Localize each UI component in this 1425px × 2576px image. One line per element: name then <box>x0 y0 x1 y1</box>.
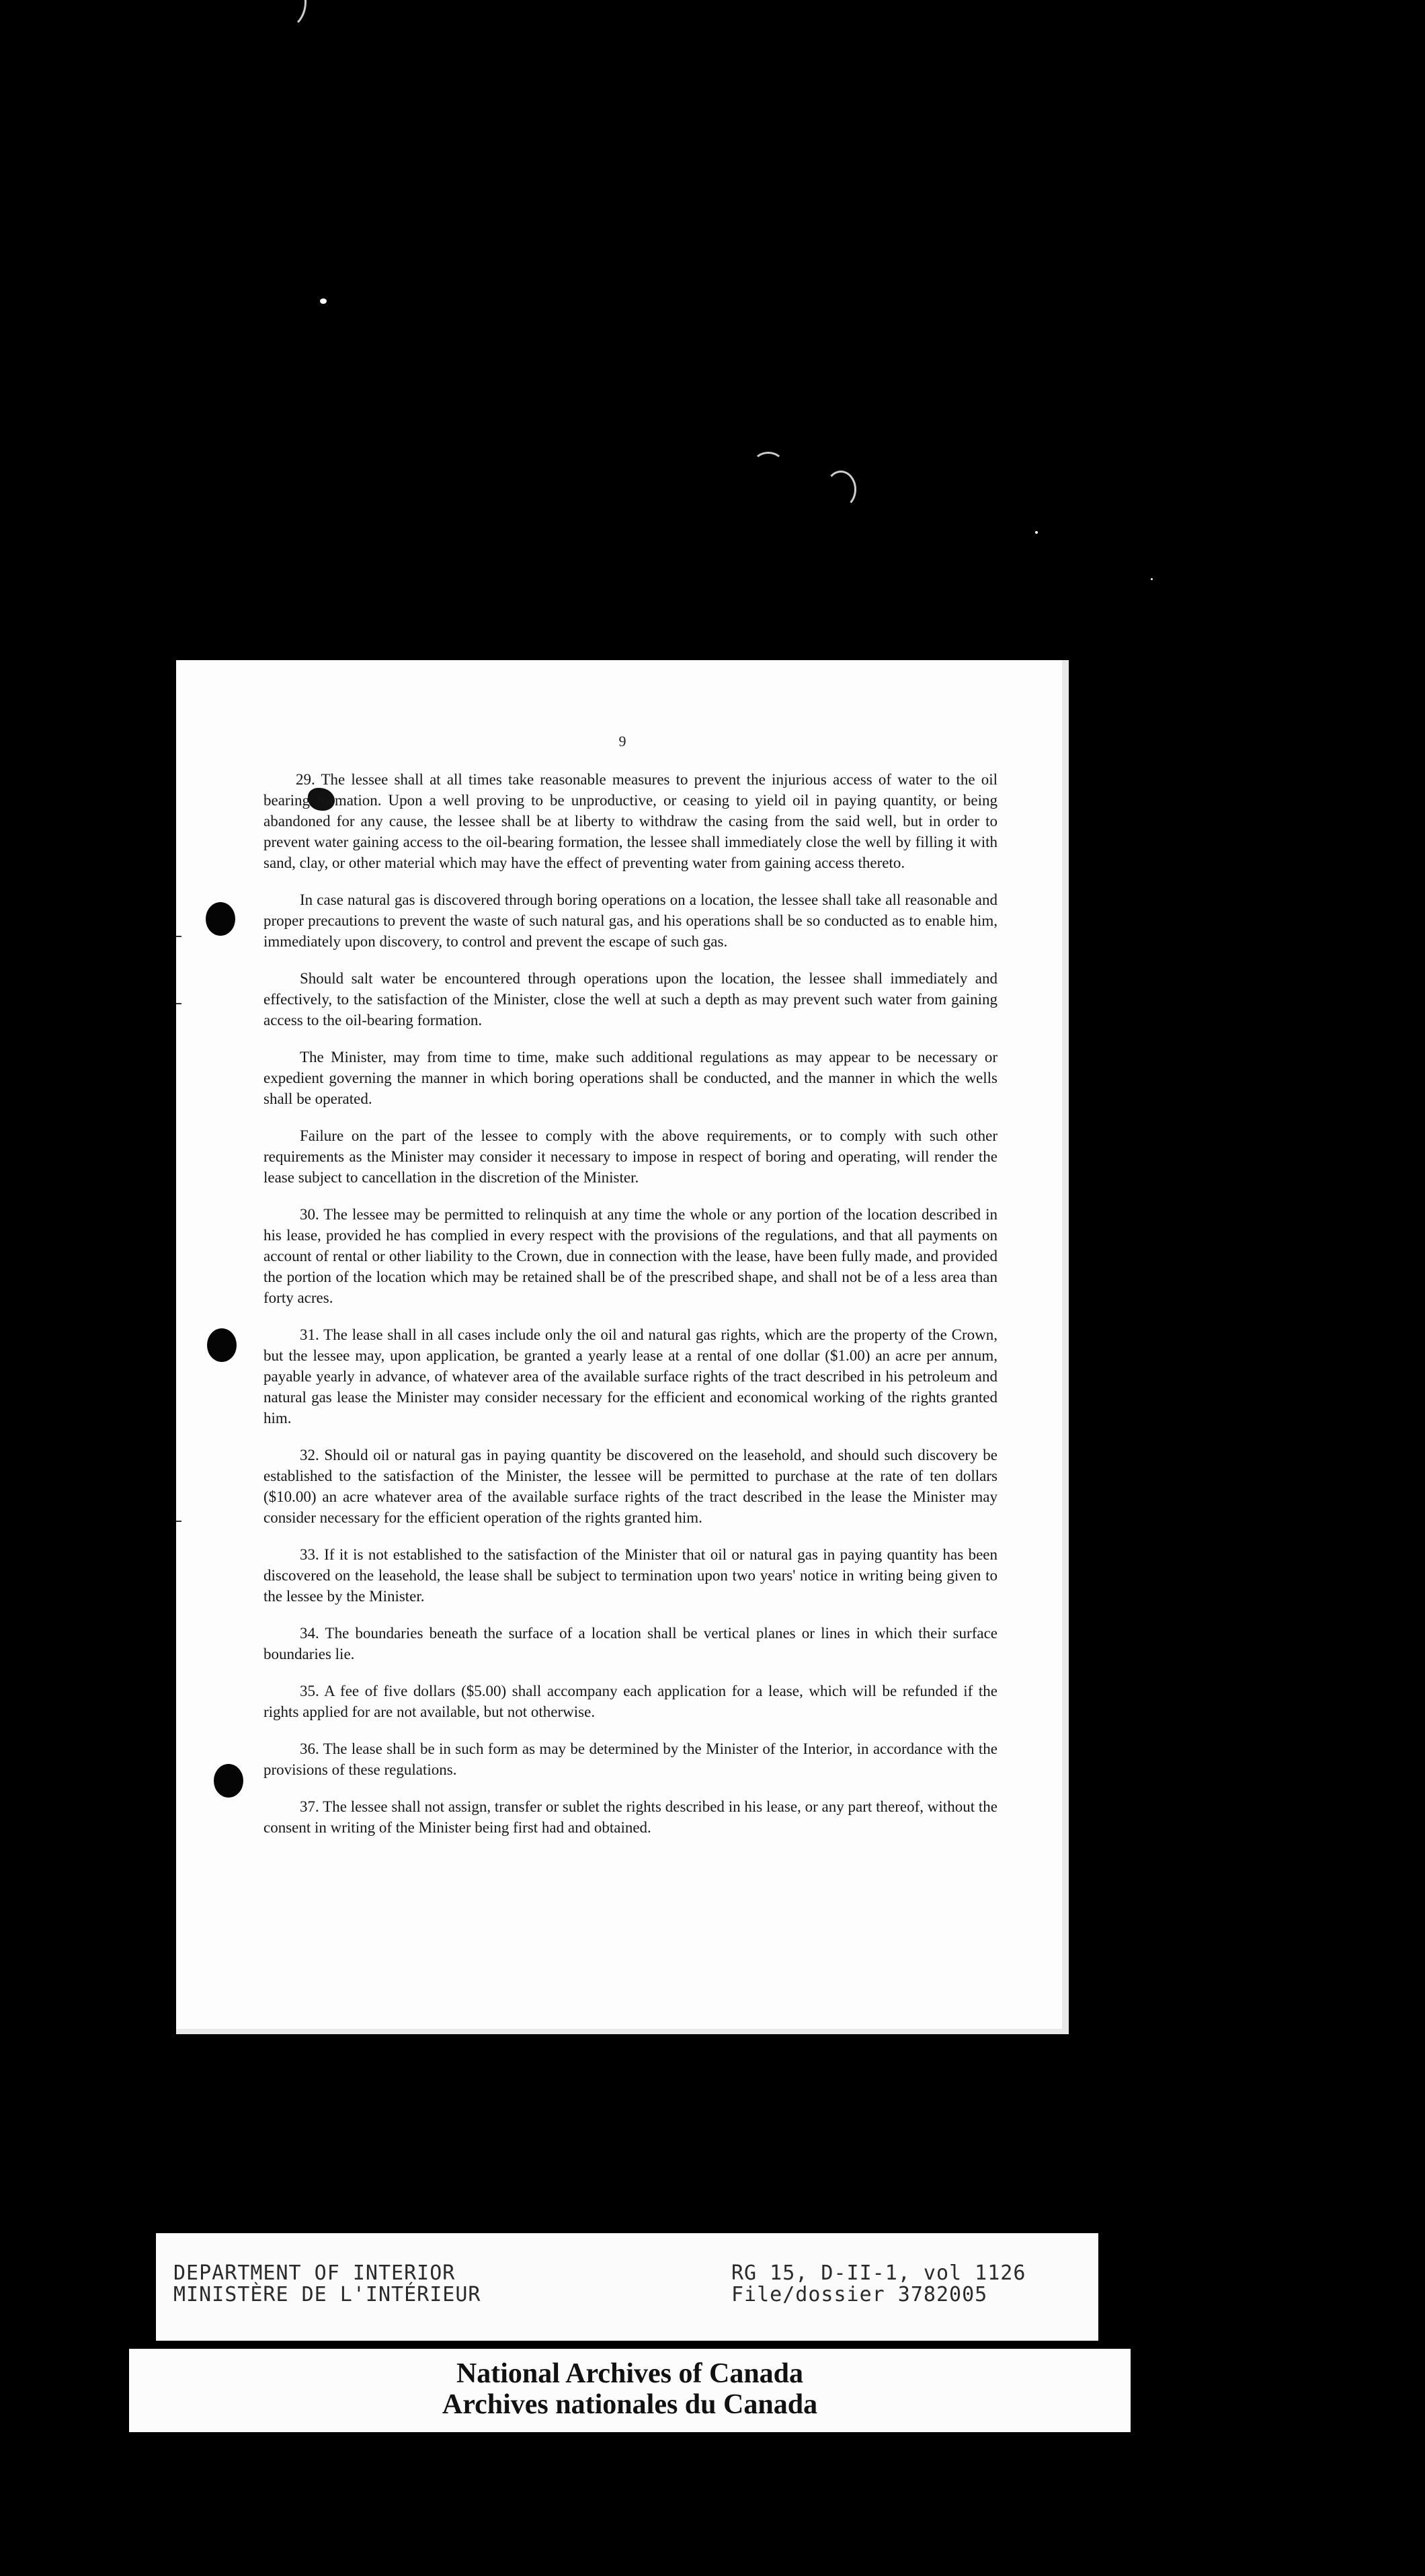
margin-mark <box>176 936 181 937</box>
film-speck <box>1035 531 1038 534</box>
paragraph: 32. Should oil or natural gas in paying quantity be discovered on the leasehold, and should such discovery be established to the satisfaction of the Minister, the lessee will be permitted to purchase at the rate of ten dollars ($10.00) an acre whatever area of the available surface rights of the tract described in the lease the Minister may consider necessary for the efficient operation of the rights granted him. <box>263 1447 998 1526</box>
paragraph: 35. A fee of five dollars ($5.00) shall accompany each application for a lease, which will be refunded if the rights applied for are not available, but not otherwise. <box>263 1683 998 1720</box>
punch-hole <box>214 1764 243 1798</box>
reference-label <box>731 2263 1026 2306</box>
margin-mark <box>176 1003 181 1004</box>
film-scratch-mid <box>825 471 856 508</box>
page-edge-right <box>1062 660 1069 2034</box>
paragraph: 29. The lessee shall at all times take reasonable measures to prevent the injurious access of water to the oil bearing formation. Upon a well proving to be unproductive, or ceasing to yield oil in paying quantity, or being abandoned for any cause, the lessee shall be at liberty to withdraw the casing from the said well, but in order to prevent water gaining access to the oil-bearing formation, the lessee shall immediately close the well by filling it with sand, clay, or other material which may have the effect of preventing water from gaining access thereto. <box>263 771 998 871</box>
paragraph: 30. The lessee may be permitted to relinquish at any time the whole or any portion of the location described in his lease, provided he has complied in every respect with the provisions of the regulations, and that all payments on account of rental or other liability to the Crown, due in connection with the lease, have been fully made, and provided the portion of the location which may be retained shall be of the prescribed shape, and shall not be of a less area than forty acres. <box>263 1206 998 1306</box>
archives-name-fr: Archives nationales du Canada <box>442 2389 818 2420</box>
paragraph: The Minister, may from time to time, make such additional regulations as may appear to be necessary or expedient governing the manner in which boring operations shall be conducted, and the manner in which the wells shall be operated. <box>263 1049 998 1107</box>
film-scratch-mid <box>753 452 784 476</box>
department-fr: MINISTÈRE DE L'INTÉRIEUR <box>173 2283 481 2306</box>
archives-name-en: National Archives of Canada <box>456 2358 804 2389</box>
paragraph: Failure on the part of the lessee to comply with the above requirements, or to comply with such other requirements as the Minister may consider it necessary to impose in respect of boring and operating, will render the lease subject to cancellation in the discretion of the Minister. <box>263 1127 998 1186</box>
paragraph: In case natural gas is discovered through boring operations on a location, the lessee shall take all reasonable and proper precautions to prevent the waste of such natural gas, and his operations shall be so conducted as to enable him, immediately upon discovery, to control and prevent the escape of such gas. <box>263 891 998 950</box>
paragraph: 36. The lease shall be in such form as may be determined by the Minister of the Interior, in accordance with the provisions of these regulations. <box>263 1740 998 1778</box>
department-en: DEPARTMENT OF INTERIOR <box>173 2261 456 2285</box>
film-speck <box>320 298 327 304</box>
punch-hole <box>206 902 235 936</box>
page-number: 9 <box>618 733 626 750</box>
department-label <box>173 2263 481 2306</box>
record-group: RG 15, D-II-1, vol 1126 <box>731 2261 1026 2285</box>
paragraph: 37. The lessee shall not assign, transfer or sublet the rights described in his lease, or any part thereof, without the consent in writing of the Minister being first had and obtained. <box>263 1798 998 1836</box>
film-scratch-top <box>255 0 307 31</box>
punch-hole <box>207 1328 237 1362</box>
document-page <box>176 660 1069 2034</box>
regulation-text <box>263 769 998 1854</box>
film-speck <box>1151 578 1153 580</box>
file-number: File/dossier 3782005 <box>731 2283 988 2306</box>
margin-mark <box>176 1521 181 1522</box>
paragraph: 31. The lease shall in all cases include only the oil and natural gas rights, which are the property of the Crown, but the lessee may, upon application, be granted a yearly lease at a rental of one dollar ($1.00) an acre per annum, payable yearly in advance, of whatever area of the available surface rights of the tract described in his petroleum and natural gas lease the Minister may consider necessary for the efficient and economical working of the rights granted him. <box>263 1326 998 1426</box>
paragraph: 33. If it is not established to the satisfaction of the Minister that oil or natural gas in paying quantity has been discovered on the leasehold, the lease shall be subject to termination upon two years' notice in writing being given to the lessee by the Minister. <box>263 1546 998 1605</box>
paragraph: Should salt water be encountered through operations upon the location, the lessee shall immediately and effectively, to the satisfaction of the Minister, close the well at such a depth as may prevent such water from gaining access to the oil-bearing formation. <box>263 970 998 1029</box>
archive-label <box>156 2233 1098 2341</box>
paragraph: 34. The boundaries beneath the surface of a location shall be vertical planes or lines in which their surface boundaries lie. <box>263 1625 998 1662</box>
page-edge-bottom <box>176 2029 1069 2034</box>
archives-banner <box>129 2349 1131 2432</box>
